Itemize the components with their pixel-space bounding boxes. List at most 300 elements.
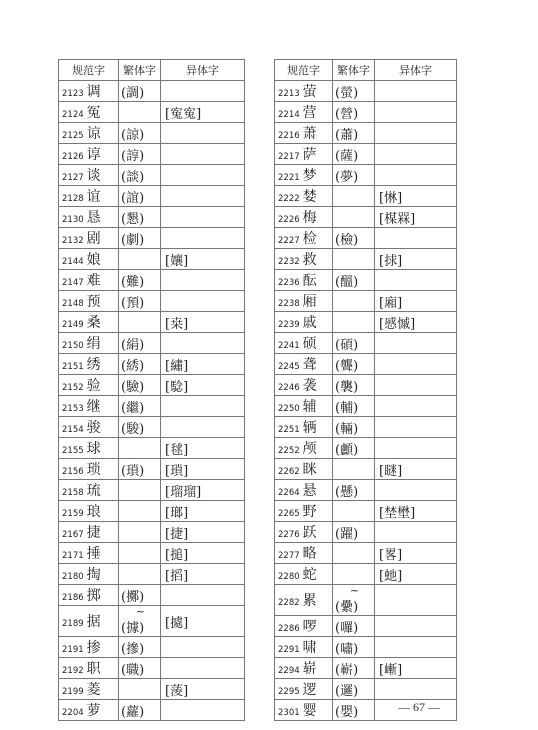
left-table-body — [59, 81, 245, 721]
variant-char: [瑯] — [165, 505, 189, 521]
variant-cell — [161, 207, 245, 228]
code-number: 2295 — [278, 687, 300, 697]
variant-cell — [375, 585, 457, 616]
code-number: 2204 — [62, 708, 84, 718]
header-standard-char: 规范字 — [275, 60, 333, 81]
code-cell — [59, 291, 119, 312]
code-number: 2171 — [62, 551, 84, 561]
traditional-char: (營) — [335, 106, 359, 122]
table-row — [59, 679, 245, 700]
code-number: 2277 — [278, 551, 300, 561]
table-row — [275, 522, 457, 543]
variant-cell — [375, 396, 457, 417]
variant-cell — [161, 312, 245, 333]
code-number: 2128 — [62, 194, 84, 204]
code-number: 2167 — [62, 530, 84, 540]
variant-cell — [161, 480, 245, 501]
variant-cell — [161, 459, 245, 480]
code-cell — [59, 228, 119, 249]
traditional-char: (纍) — [335, 600, 359, 615]
code-cell — [275, 616, 333, 637]
variant-cell — [375, 637, 457, 658]
code-cell — [59, 375, 119, 396]
standard-char: 野 — [302, 504, 317, 520]
code-cell — [59, 186, 119, 207]
variant-cell — [375, 616, 457, 637]
standard-char: 聋 — [302, 357, 317, 373]
traditional-char: (嬰) — [335, 704, 359, 720]
standard-char: 谈 — [86, 168, 101, 184]
standard-char: 梦 — [302, 168, 317, 184]
code-cell — [59, 312, 119, 333]
traditional-char: (檢) — [335, 232, 359, 248]
traditional-cell — [333, 123, 375, 144]
table-row — [59, 564, 245, 585]
traditional-char: (襲) — [335, 379, 359, 395]
standard-char: 萧 — [302, 126, 317, 142]
traditional-char: (薩) — [335, 148, 359, 164]
code-number: 2123 — [62, 89, 84, 99]
traditional-cell — [119, 480, 161, 501]
variant-cell — [375, 543, 457, 564]
traditional-cell — [333, 459, 375, 480]
variant-cell — [375, 564, 457, 585]
variant-char: [搥] — [165, 547, 189, 563]
traditional-cell — [119, 270, 161, 291]
table-row — [59, 396, 245, 417]
header-variant-char: 异体字 — [375, 60, 457, 81]
traditional-char: (誼) — [121, 190, 145, 206]
table-row — [59, 501, 245, 522]
code-number: 2265 — [278, 509, 300, 519]
variant-cell — [375, 312, 457, 333]
variant-cell — [375, 438, 457, 459]
code-number: 2125 — [62, 131, 84, 141]
table-row — [275, 585, 457, 616]
traditional-char: (蕭) — [335, 127, 359, 143]
code-cell — [275, 700, 333, 721]
code-cell — [59, 123, 119, 144]
variant-char: [楳槑] — [379, 211, 416, 227]
code-cell — [275, 228, 333, 249]
traditional-cell — [119, 543, 161, 564]
traditional-cell — [119, 564, 161, 585]
traditional-cell — [119, 249, 161, 270]
code-number: 2264 — [278, 488, 300, 498]
traditional-cell — [333, 543, 375, 564]
code-cell — [275, 123, 333, 144]
code-cell — [59, 543, 119, 564]
header-variant-char: 异体字 — [161, 60, 245, 81]
table-row — [59, 291, 245, 312]
code-number: 2132 — [62, 236, 84, 246]
standard-char: 难 — [86, 273, 101, 289]
variant-cell — [375, 144, 457, 165]
traditional-cell — [119, 438, 161, 459]
code-number: 2180 — [62, 572, 84, 582]
code-cell — [59, 102, 119, 123]
table-row — [59, 186, 245, 207]
code-number: 2232 — [278, 257, 300, 267]
standard-char: 掏 — [86, 567, 101, 583]
standard-char: 萝 — [86, 703, 101, 719]
page-number: — 67 — — [398, 700, 440, 714]
code-number: 2245 — [278, 362, 300, 372]
standard-char: 啰 — [302, 619, 317, 635]
code-cell — [275, 438, 333, 459]
standard-char: 梅 — [302, 210, 317, 226]
variant-cell — [375, 165, 457, 186]
table-row — [59, 165, 245, 186]
standard-char: 救 — [302, 252, 317, 268]
table-row — [275, 123, 457, 144]
tilde-mark: ~ — [135, 605, 146, 618]
traditional-cell — [119, 396, 161, 417]
traditional-char: (嶄) — [335, 662, 359, 678]
traditional-char: (螢) — [335, 85, 359, 101]
code-number: 2236 — [278, 278, 300, 288]
variant-cell — [161, 291, 245, 312]
code-cell — [275, 396, 333, 417]
table-row — [275, 81, 457, 102]
traditional-cell — [333, 312, 375, 333]
code-cell — [59, 480, 119, 501]
variant-char: [搯] — [165, 568, 189, 584]
variant-cell — [375, 228, 457, 249]
traditional-char: (躍) — [335, 526, 359, 542]
standard-char: 酝 — [302, 273, 317, 289]
traditional-cell — [333, 501, 375, 522]
variant-cell — [375, 333, 457, 354]
code-number: 2126 — [62, 152, 84, 162]
variant-cell — [161, 102, 245, 123]
standard-char: 绢 — [86, 336, 101, 352]
traditional-char: (擲) — [121, 589, 145, 605]
traditional-cell — [333, 396, 375, 417]
variant-char: [桒] — [165, 316, 189, 332]
traditional-char: (聾) — [335, 358, 359, 374]
standard-char: 恳 — [86, 210, 101, 226]
traditional-cell — [333, 354, 375, 375]
standard-char: 剧 — [86, 231, 101, 247]
code-number: 2250 — [278, 404, 300, 414]
traditional-cell — [119, 144, 161, 165]
traditional-cell — [119, 585, 161, 606]
standard-char: 琅 — [86, 504, 101, 520]
code-cell — [275, 312, 333, 333]
standard-char: 颅 — [302, 441, 317, 457]
variant-char: [騐] — [165, 379, 189, 395]
traditional-cell — [333, 270, 375, 291]
code-number: 2291 — [278, 645, 300, 655]
traditional-char: (輔) — [335, 400, 359, 416]
code-number: 2156 — [62, 467, 84, 477]
traditional-cell — [119, 501, 161, 522]
code-cell — [59, 606, 119, 637]
traditional-char: (諄) — [121, 148, 145, 164]
traditional-char: (談) — [121, 169, 145, 185]
standard-char: 婪 — [302, 189, 317, 205]
traditional-char: (碩) — [335, 337, 359, 353]
code-number: 2186 — [62, 593, 84, 603]
code-cell — [59, 501, 119, 522]
code-cell — [275, 186, 333, 207]
traditional-char: (據) — [121, 621, 145, 636]
traditional-cell — [119, 354, 161, 375]
traditional-char: (摻) — [121, 641, 145, 657]
table-row — [275, 438, 457, 459]
variant-cell — [375, 249, 457, 270]
code-number: 2155 — [62, 446, 84, 456]
variant-cell — [161, 81, 245, 102]
variant-cell — [375, 679, 457, 700]
traditional-char: (懇) — [121, 211, 145, 227]
variant-cell — [161, 585, 245, 606]
traditional-char: (諒) — [121, 127, 145, 143]
table-row — [275, 102, 457, 123]
traditional-char: (調) — [121, 85, 145, 101]
standard-char: 谆 — [86, 147, 101, 163]
table-row — [59, 658, 245, 679]
code-number: 2251 — [278, 425, 300, 435]
table-row — [59, 144, 245, 165]
variant-char: [蔆] — [165, 683, 189, 699]
variant-char: [㨿] — [165, 615, 189, 631]
traditional-cell — [333, 186, 375, 207]
code-cell — [275, 354, 333, 375]
traditional-cell — [333, 417, 375, 438]
standard-char: 硕 — [302, 336, 317, 352]
traditional-char: (職) — [121, 662, 145, 678]
standard-char: 琉 — [86, 483, 101, 499]
code-cell — [275, 564, 333, 585]
code-number: 2294 — [278, 666, 300, 676]
table-row — [275, 270, 457, 291]
code-number: 2124 — [62, 110, 84, 120]
table-row — [275, 354, 457, 375]
table-row — [59, 637, 245, 658]
code-number: 2246 — [278, 383, 300, 393]
traditional-cell — [119, 637, 161, 658]
code-number: 2127 — [62, 173, 84, 183]
variant-cell — [375, 291, 457, 312]
table-row — [59, 700, 245, 721]
table-row — [59, 606, 245, 637]
table-row — [275, 333, 457, 354]
traditional-char: (輛) — [335, 421, 359, 437]
traditional-cell — [333, 291, 375, 312]
code-number: 2286 — [278, 624, 300, 634]
traditional-char: (顱) — [335, 442, 359, 458]
variant-cell — [161, 417, 245, 438]
table-row — [59, 312, 245, 333]
standard-char: 谊 — [86, 189, 101, 205]
traditional-cell — [119, 207, 161, 228]
standard-char: 厢 — [302, 294, 317, 310]
table-row — [59, 333, 245, 354]
standard-char: 崭 — [302, 661, 317, 677]
variant-cell — [161, 186, 245, 207]
standard-char: 球 — [86, 441, 101, 457]
code-number: 2144 — [62, 257, 84, 267]
left-character-table — [58, 59, 245, 721]
standard-char: 袭 — [302, 378, 317, 394]
code-cell — [275, 144, 333, 165]
traditional-cell — [119, 165, 161, 186]
code-number: 2276 — [278, 530, 300, 540]
table-row — [275, 637, 457, 658]
table-row — [59, 375, 245, 396]
variant-char: [惏] — [379, 190, 403, 206]
table-row — [59, 123, 245, 144]
traditional-cell — [333, 438, 375, 459]
code-number: 2216 — [278, 131, 300, 141]
code-number: 2130 — [62, 215, 84, 225]
standard-char: 琐 — [86, 462, 101, 478]
traditional-cell — [119, 291, 161, 312]
table-row — [275, 291, 457, 312]
traditional-cell — [333, 637, 375, 658]
table-row — [59, 354, 245, 375]
standard-char: 营 — [302, 105, 317, 121]
traditional-cell — [119, 228, 161, 249]
variant-cell — [161, 375, 245, 396]
code-cell — [59, 81, 119, 102]
table-row — [59, 543, 245, 564]
variant-cell — [161, 438, 245, 459]
variant-char: [慼慽] — [379, 316, 416, 332]
code-number: 2152 — [62, 383, 84, 393]
traditional-cell — [333, 144, 375, 165]
variant-cell — [375, 354, 457, 375]
traditional-char: (驗) — [121, 379, 145, 395]
variant-char: [廂] — [379, 295, 403, 311]
code-cell — [275, 637, 333, 658]
code-cell — [275, 249, 333, 270]
code-number: 2241 — [278, 341, 300, 351]
code-cell — [59, 417, 119, 438]
traditional-cell — [119, 417, 161, 438]
code-number: 2199 — [62, 687, 84, 697]
variant-cell — [375, 658, 457, 679]
traditional-cell — [119, 102, 161, 123]
code-number: 2226 — [278, 215, 300, 225]
traditional-cell — [333, 102, 375, 123]
traditional-cell — [333, 522, 375, 543]
standard-char: 辆 — [302, 420, 317, 436]
header-traditional-char: 繁体字 — [119, 60, 161, 81]
standard-char: 戚 — [302, 315, 317, 331]
variant-char: [瑠瑠] — [165, 484, 202, 500]
variant-cell — [375, 480, 457, 501]
tilde-mark: ~ — [349, 584, 360, 597]
code-cell — [59, 637, 119, 658]
table-row — [275, 543, 457, 564]
variant-char: [埜壄] — [379, 505, 416, 521]
standard-char: 蛇 — [302, 567, 317, 583]
traditional-cell — [119, 375, 161, 396]
traditional-cell — [333, 333, 375, 354]
traditional-char: (繼) — [121, 400, 145, 416]
table-row — [275, 501, 457, 522]
code-cell — [275, 102, 333, 123]
table-row — [275, 249, 457, 270]
table-row — [275, 396, 457, 417]
table-row — [59, 207, 245, 228]
traditional-cell — [333, 564, 375, 585]
code-number: 2154 — [62, 425, 84, 435]
code-number: 2149 — [62, 320, 84, 330]
table-row — [275, 679, 457, 700]
table-row — [275, 564, 457, 585]
standard-char: 萨 — [302, 147, 317, 163]
code-number: 2158 — [62, 488, 84, 498]
traditional-cell — [333, 228, 375, 249]
code-number: 2153 — [62, 404, 84, 414]
table-row — [59, 522, 245, 543]
code-number: 2239 — [278, 320, 300, 330]
code-cell — [59, 165, 119, 186]
code-number: 2280 — [278, 572, 300, 582]
traditional-cell — [333, 585, 375, 616]
standard-char: 捷 — [86, 525, 101, 541]
variant-char: [嶃] — [379, 662, 403, 678]
code-cell — [275, 679, 333, 700]
right-character-table — [274, 59, 457, 721]
code-cell — [275, 658, 333, 679]
standard-char: 悬 — [302, 483, 317, 499]
variant-char: [寃寃] — [165, 106, 202, 122]
standard-char: 萤 — [302, 84, 317, 100]
variant-char: [捷] — [165, 526, 189, 542]
table-row — [275, 459, 457, 480]
variant-cell — [161, 522, 245, 543]
traditional-char: (瑣) — [121, 463, 145, 479]
standard-char: 绣 — [86, 357, 101, 373]
code-number: 2191 — [62, 645, 84, 655]
table-row — [275, 312, 457, 333]
code-cell — [59, 249, 119, 270]
code-cell — [275, 333, 333, 354]
variant-char: [畧] — [379, 547, 403, 563]
variant-char: [毬] — [165, 442, 189, 458]
table-row — [59, 585, 245, 606]
standard-char: 跃 — [302, 525, 317, 541]
standard-char: 桑 — [86, 315, 101, 331]
standard-char: 累 — [302, 593, 317, 609]
traditional-cell — [119, 522, 161, 543]
variant-cell — [375, 522, 457, 543]
traditional-cell — [119, 679, 161, 700]
code-cell — [275, 480, 333, 501]
variant-cell — [161, 270, 245, 291]
code-cell — [275, 270, 333, 291]
traditional-char: (醞) — [335, 274, 359, 290]
variant-cell — [161, 658, 245, 679]
variant-cell — [161, 333, 245, 354]
code-cell — [59, 144, 119, 165]
traditional-char: (蘿) — [121, 704, 145, 720]
standard-char: 职 — [86, 661, 101, 677]
standard-char: 据 — [86, 614, 101, 630]
code-cell — [59, 700, 119, 721]
traditional-cell — [119, 333, 161, 354]
code-cell — [59, 459, 119, 480]
variant-cell — [161, 679, 245, 700]
traditional-char: (嘯) — [335, 641, 359, 657]
traditional-char: (劇) — [121, 232, 145, 248]
traditional-cell — [333, 480, 375, 501]
